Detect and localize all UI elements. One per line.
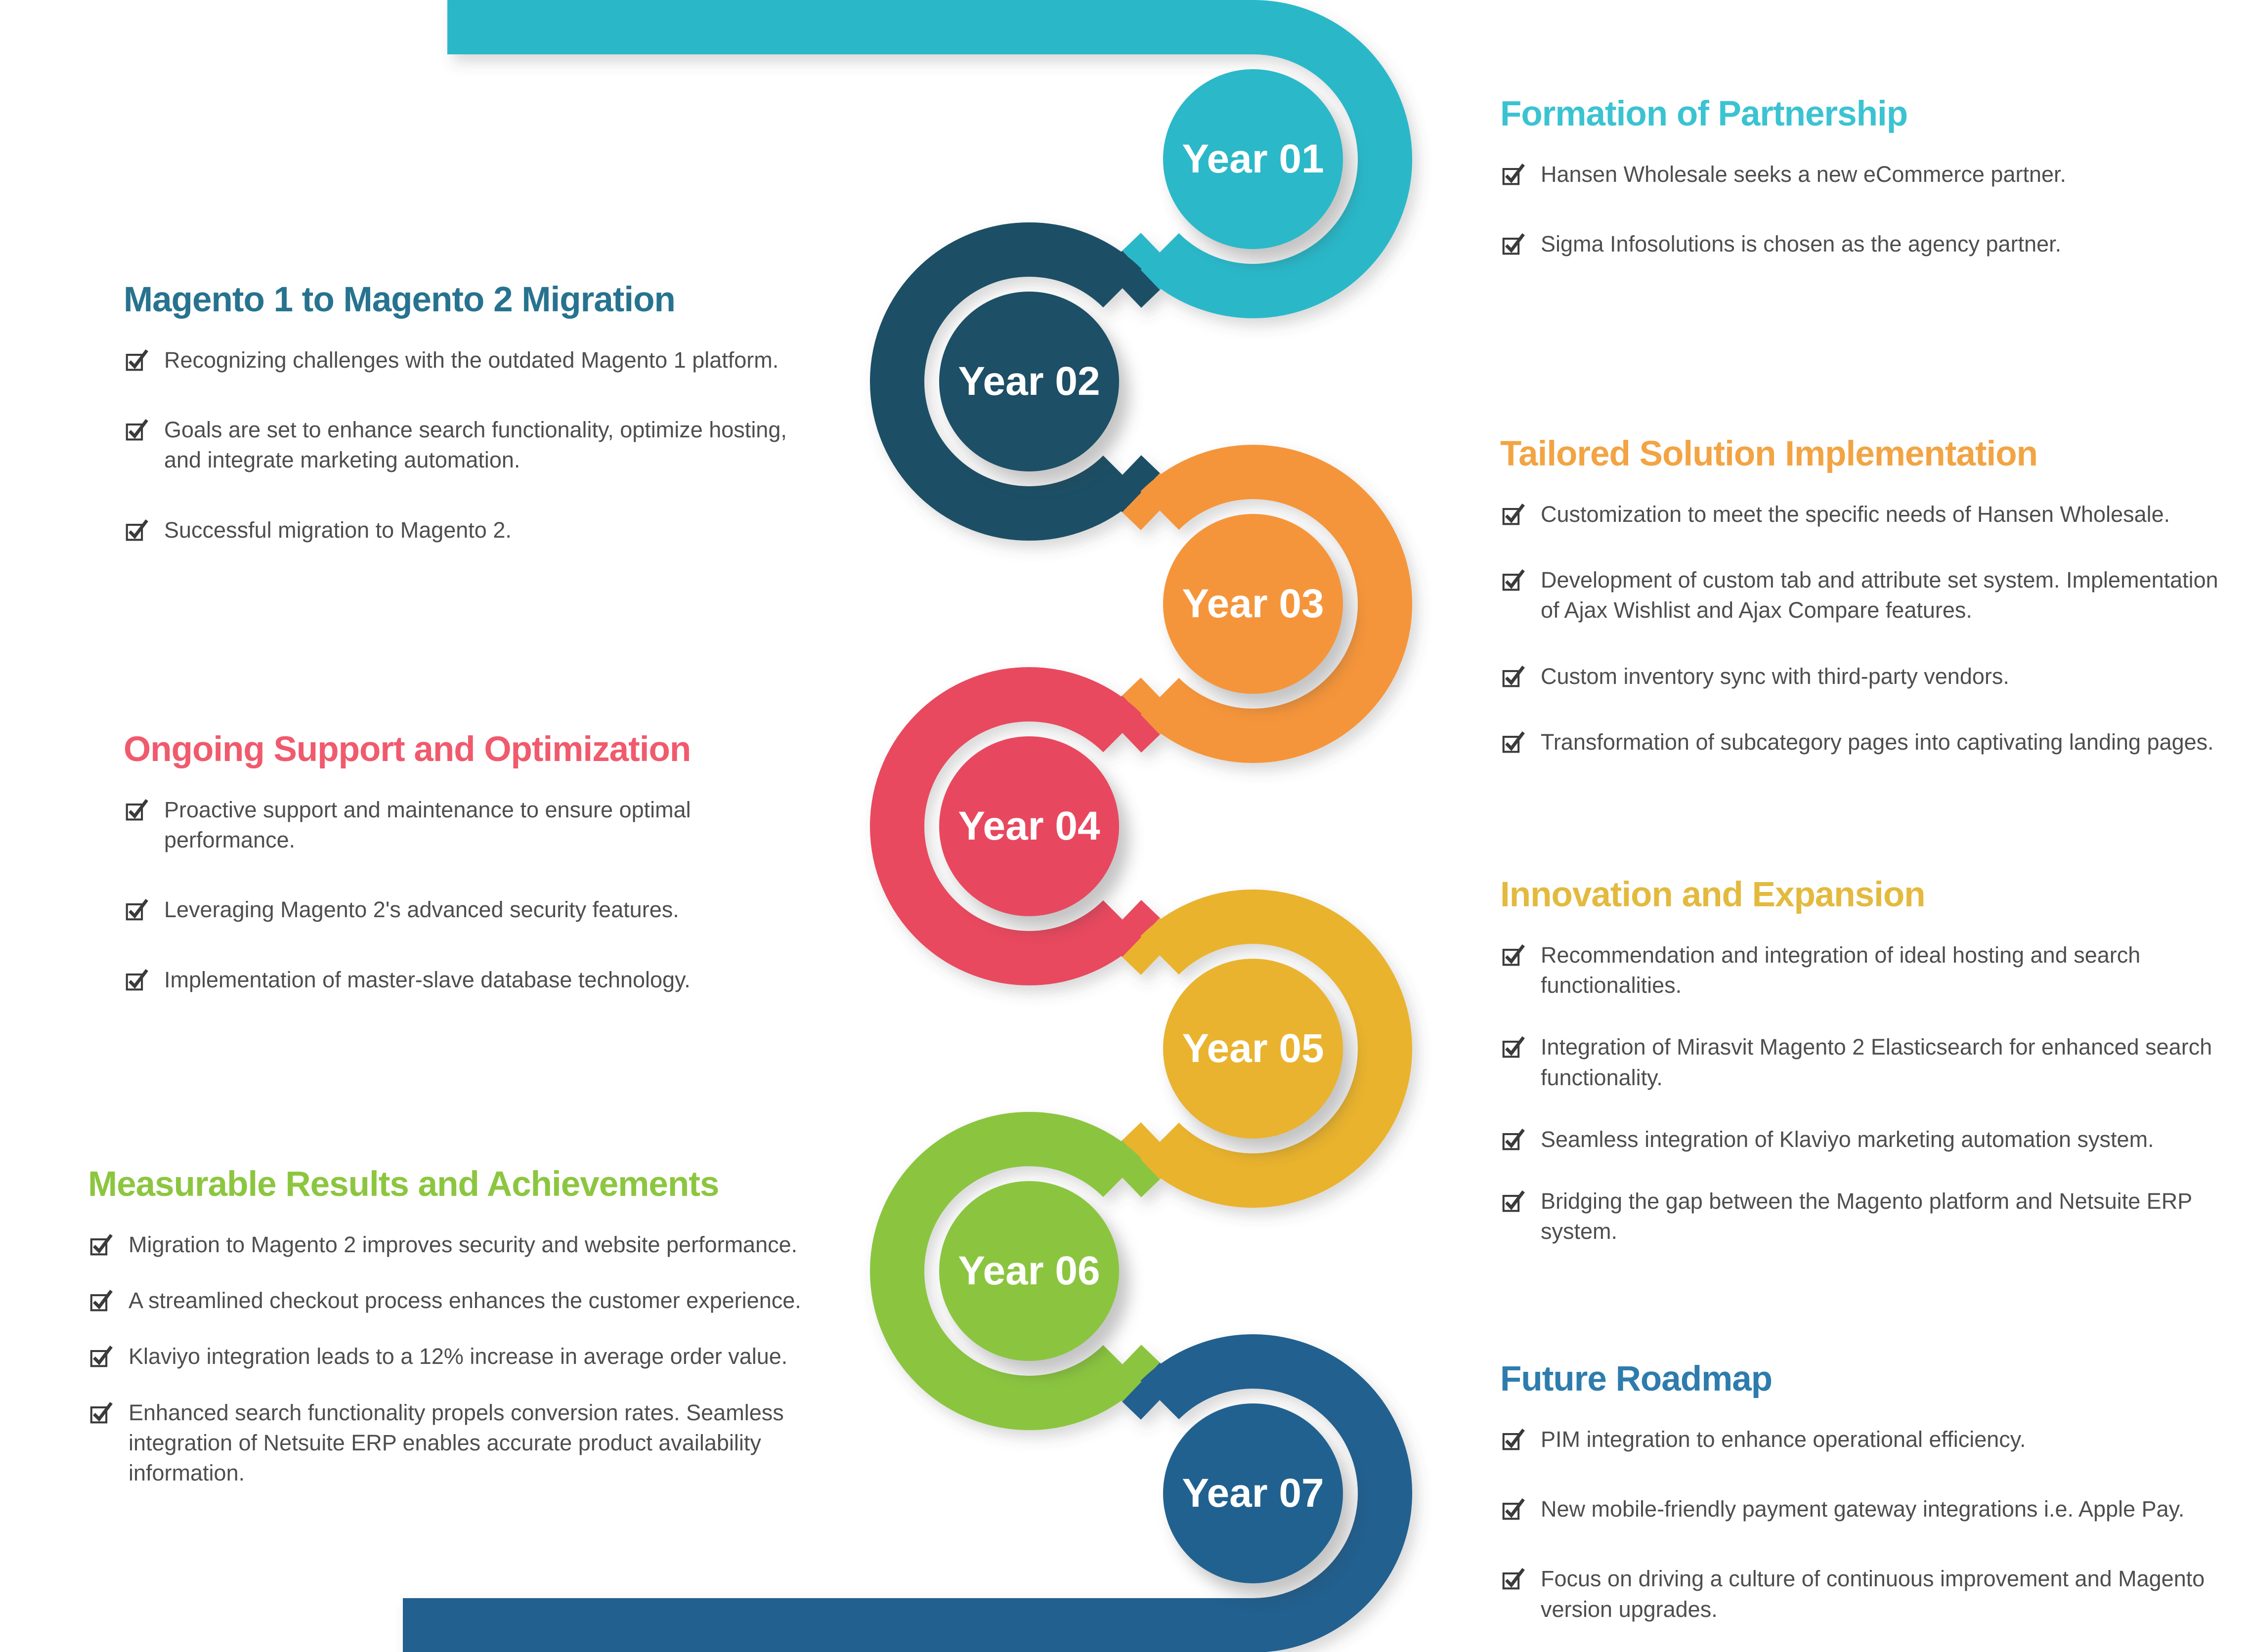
bullet-text: Integration of Mirasvit Magento 2 Elasticsearch for enhanced search functionality. — [1541, 1034, 2212, 1090]
year-05-label: Year 05 — [1182, 1026, 1324, 1071]
checkbox-check-icon — [1500, 566, 1527, 593]
list-item — [88, 1398, 810, 1488]
bullet-text: Klaviyo integration leads to a 12% increase in average order value. — [129, 1344, 788, 1369]
year-02-label: Year 02 — [958, 359, 1100, 404]
checkbox-check-icon — [1500, 500, 1527, 527]
list-item — [1500, 229, 2227, 259]
bullet-text: New mobile-friendly payment gateway integrations i.e. Apple Pay. — [1541, 1496, 2185, 1522]
section-ongoing-support — [124, 730, 816, 1034]
bullet-text: Customization to meet the specific needs of Hansen Wholesale. — [1541, 502, 2170, 527]
checkbox-check-icon — [124, 416, 150, 442]
year-01-node — [1163, 69, 1343, 249]
list-item — [1500, 1186, 2227, 1246]
list-item — [124, 795, 816, 855]
list-item — [1500, 565, 2227, 625]
list-item — [1500, 159, 2227, 189]
checkbox-check-icon — [88, 1342, 115, 1369]
year-07-label: Year 07 — [1182, 1471, 1324, 1516]
checkbox-check-icon — [1500, 1187, 1527, 1214]
checkbox-check-icon — [1500, 1125, 1527, 1152]
checkbox-check-icon — [1500, 1565, 1527, 1591]
list-item — [124, 415, 816, 475]
checkbox-check-icon — [1500, 1033, 1527, 1059]
section-measurable-results — [88, 1165, 810, 1514]
bullet-text: Focus on driving a culture of continuous improvement and Magento version upgrades. — [1541, 1566, 2205, 1622]
section-innovation-expansion — [1500, 876, 2227, 1278]
list-item — [124, 345, 816, 375]
list-item — [88, 1285, 810, 1315]
section-title: Formation of Partnership — [1500, 94, 1908, 133]
list-item — [88, 1341, 810, 1371]
year-06-node — [939, 1181, 1119, 1361]
bullet-list — [124, 795, 816, 995]
year-03-label: Year 03 — [1182, 581, 1324, 626]
checkbox-check-icon — [1500, 1425, 1527, 1452]
bullet-list — [1500, 940, 2227, 1246]
list-item — [1500, 1124, 2227, 1154]
section-title: Measurable Results and Achievements — [88, 1165, 719, 1204]
section-title: Magento 1 to Magento 2 Migration — [124, 280, 675, 319]
list-item — [124, 515, 816, 545]
section-title: Future Roadmap — [1500, 1359, 1773, 1398]
list-item — [1500, 499, 2227, 529]
list-item — [1500, 1494, 2227, 1524]
year-01-label: Year 01 — [1182, 136, 1324, 181]
checkbox-check-icon — [1500, 160, 1527, 187]
checkbox-check-icon — [124, 346, 150, 373]
year-04-node — [939, 736, 1119, 916]
list-item — [1500, 940, 2227, 1000]
bullet-text: Development of custom tab and attribute set system. Implementation of Ajax Wishlist and Ajax Compare features. — [1541, 567, 2218, 623]
checkbox-check-icon — [1500, 230, 1527, 256]
bullet-text: Bridging the gap between the Magento platform and Netsuite ERP system. — [1541, 1188, 2192, 1244]
list-item — [124, 965, 816, 995]
section-title: Innovation and Expansion — [1500, 875, 1925, 914]
checkbox-check-icon — [124, 966, 150, 992]
bullet-text: Leveraging Magento 2's advanced security features. — [164, 897, 679, 923]
checkbox-check-icon — [1500, 1495, 1527, 1522]
bullet-list — [1500, 1424, 2227, 1624]
bullet-text: Proactive support and maintenance to ensure optimal performance. — [164, 797, 691, 853]
bullet-text: Transformation of subcategory pages into captivating landing pages. — [1541, 729, 2214, 755]
checkbox-check-icon — [124, 516, 150, 543]
bullet-list — [124, 345, 816, 545]
bullet-text: Implementation of master-slave database technology. — [164, 967, 691, 992]
year-06-label: Year 06 — [958, 1248, 1100, 1293]
year-02-node — [939, 292, 1119, 471]
bullet-text: Successful migration to Magento 2. — [164, 517, 512, 543]
bullet-text: Sigma Infosolutions is chosen as the agency partner. — [1541, 231, 2062, 257]
section-magento-migration — [124, 281, 816, 585]
year-05-node — [1163, 959, 1343, 1139]
checkbox-check-icon — [124, 895, 150, 922]
bullet-text: Seamless integration of Klaviyo marketing automation system. — [1541, 1126, 2154, 1152]
year-07-node — [1163, 1403, 1343, 1583]
list-item — [124, 894, 816, 925]
bullet-text: Recognizing challenges with the outdated Magento 1 platform. — [164, 347, 779, 373]
section-title: Ongoing Support and Optimization — [124, 730, 691, 769]
checkbox-check-icon — [1500, 728, 1527, 755]
bullet-text: Migration to Magento 2 improves security and website performance. — [129, 1232, 798, 1258]
section-title: Tailored Solution Implementation — [1500, 434, 2037, 473]
bullet-text: Custom inventory sync with third-party vendors. — [1541, 663, 2009, 689]
list-item — [1500, 1564, 2227, 1624]
checkbox-check-icon — [88, 1286, 115, 1313]
checkbox-check-icon — [1500, 941, 1527, 968]
bullet-list — [1500, 159, 2227, 259]
list-item — [1500, 1032, 2227, 1092]
bullet-text: Goals are set to enhance search functionality, optimize hosting, and integrate marketing automation. — [164, 417, 787, 473]
section-future-roadmap — [1500, 1360, 2227, 1652]
section-formation-of-partnership — [1500, 95, 2227, 298]
section-tailored-solution — [1500, 435, 2227, 793]
checkbox-check-icon — [88, 1398, 115, 1425]
bullet-text: Enhanced search functionality propels conversion rates. Seamless integration of Netsuite ERP enables accurate product availability information. — [129, 1399, 784, 1486]
bullet-text: A streamlined checkout process enhances the customer experience. — [129, 1288, 801, 1313]
bullet-text: PIM integration to enhance operational efficiency. — [1541, 1427, 2026, 1452]
checkbox-check-icon — [88, 1230, 115, 1257]
year-04-label: Year 04 — [958, 804, 1100, 848]
list-item — [1500, 727, 2227, 757]
bullet-list — [88, 1229, 810, 1488]
checkbox-check-icon — [1500, 662, 1527, 689]
year-03-node — [1163, 514, 1343, 694]
bullet-text: Hansen Wholesale seeks a new eCommerce partner. — [1541, 162, 2067, 187]
list-item — [88, 1229, 810, 1260]
list-item — [1500, 661, 2227, 691]
checkbox-check-icon — [124, 796, 150, 822]
list-item — [1500, 1424, 2227, 1454]
bullet-text: Recommendation and integration of ideal hosting and search functionalities. — [1541, 942, 2141, 998]
bullet-list — [1500, 499, 2227, 757]
